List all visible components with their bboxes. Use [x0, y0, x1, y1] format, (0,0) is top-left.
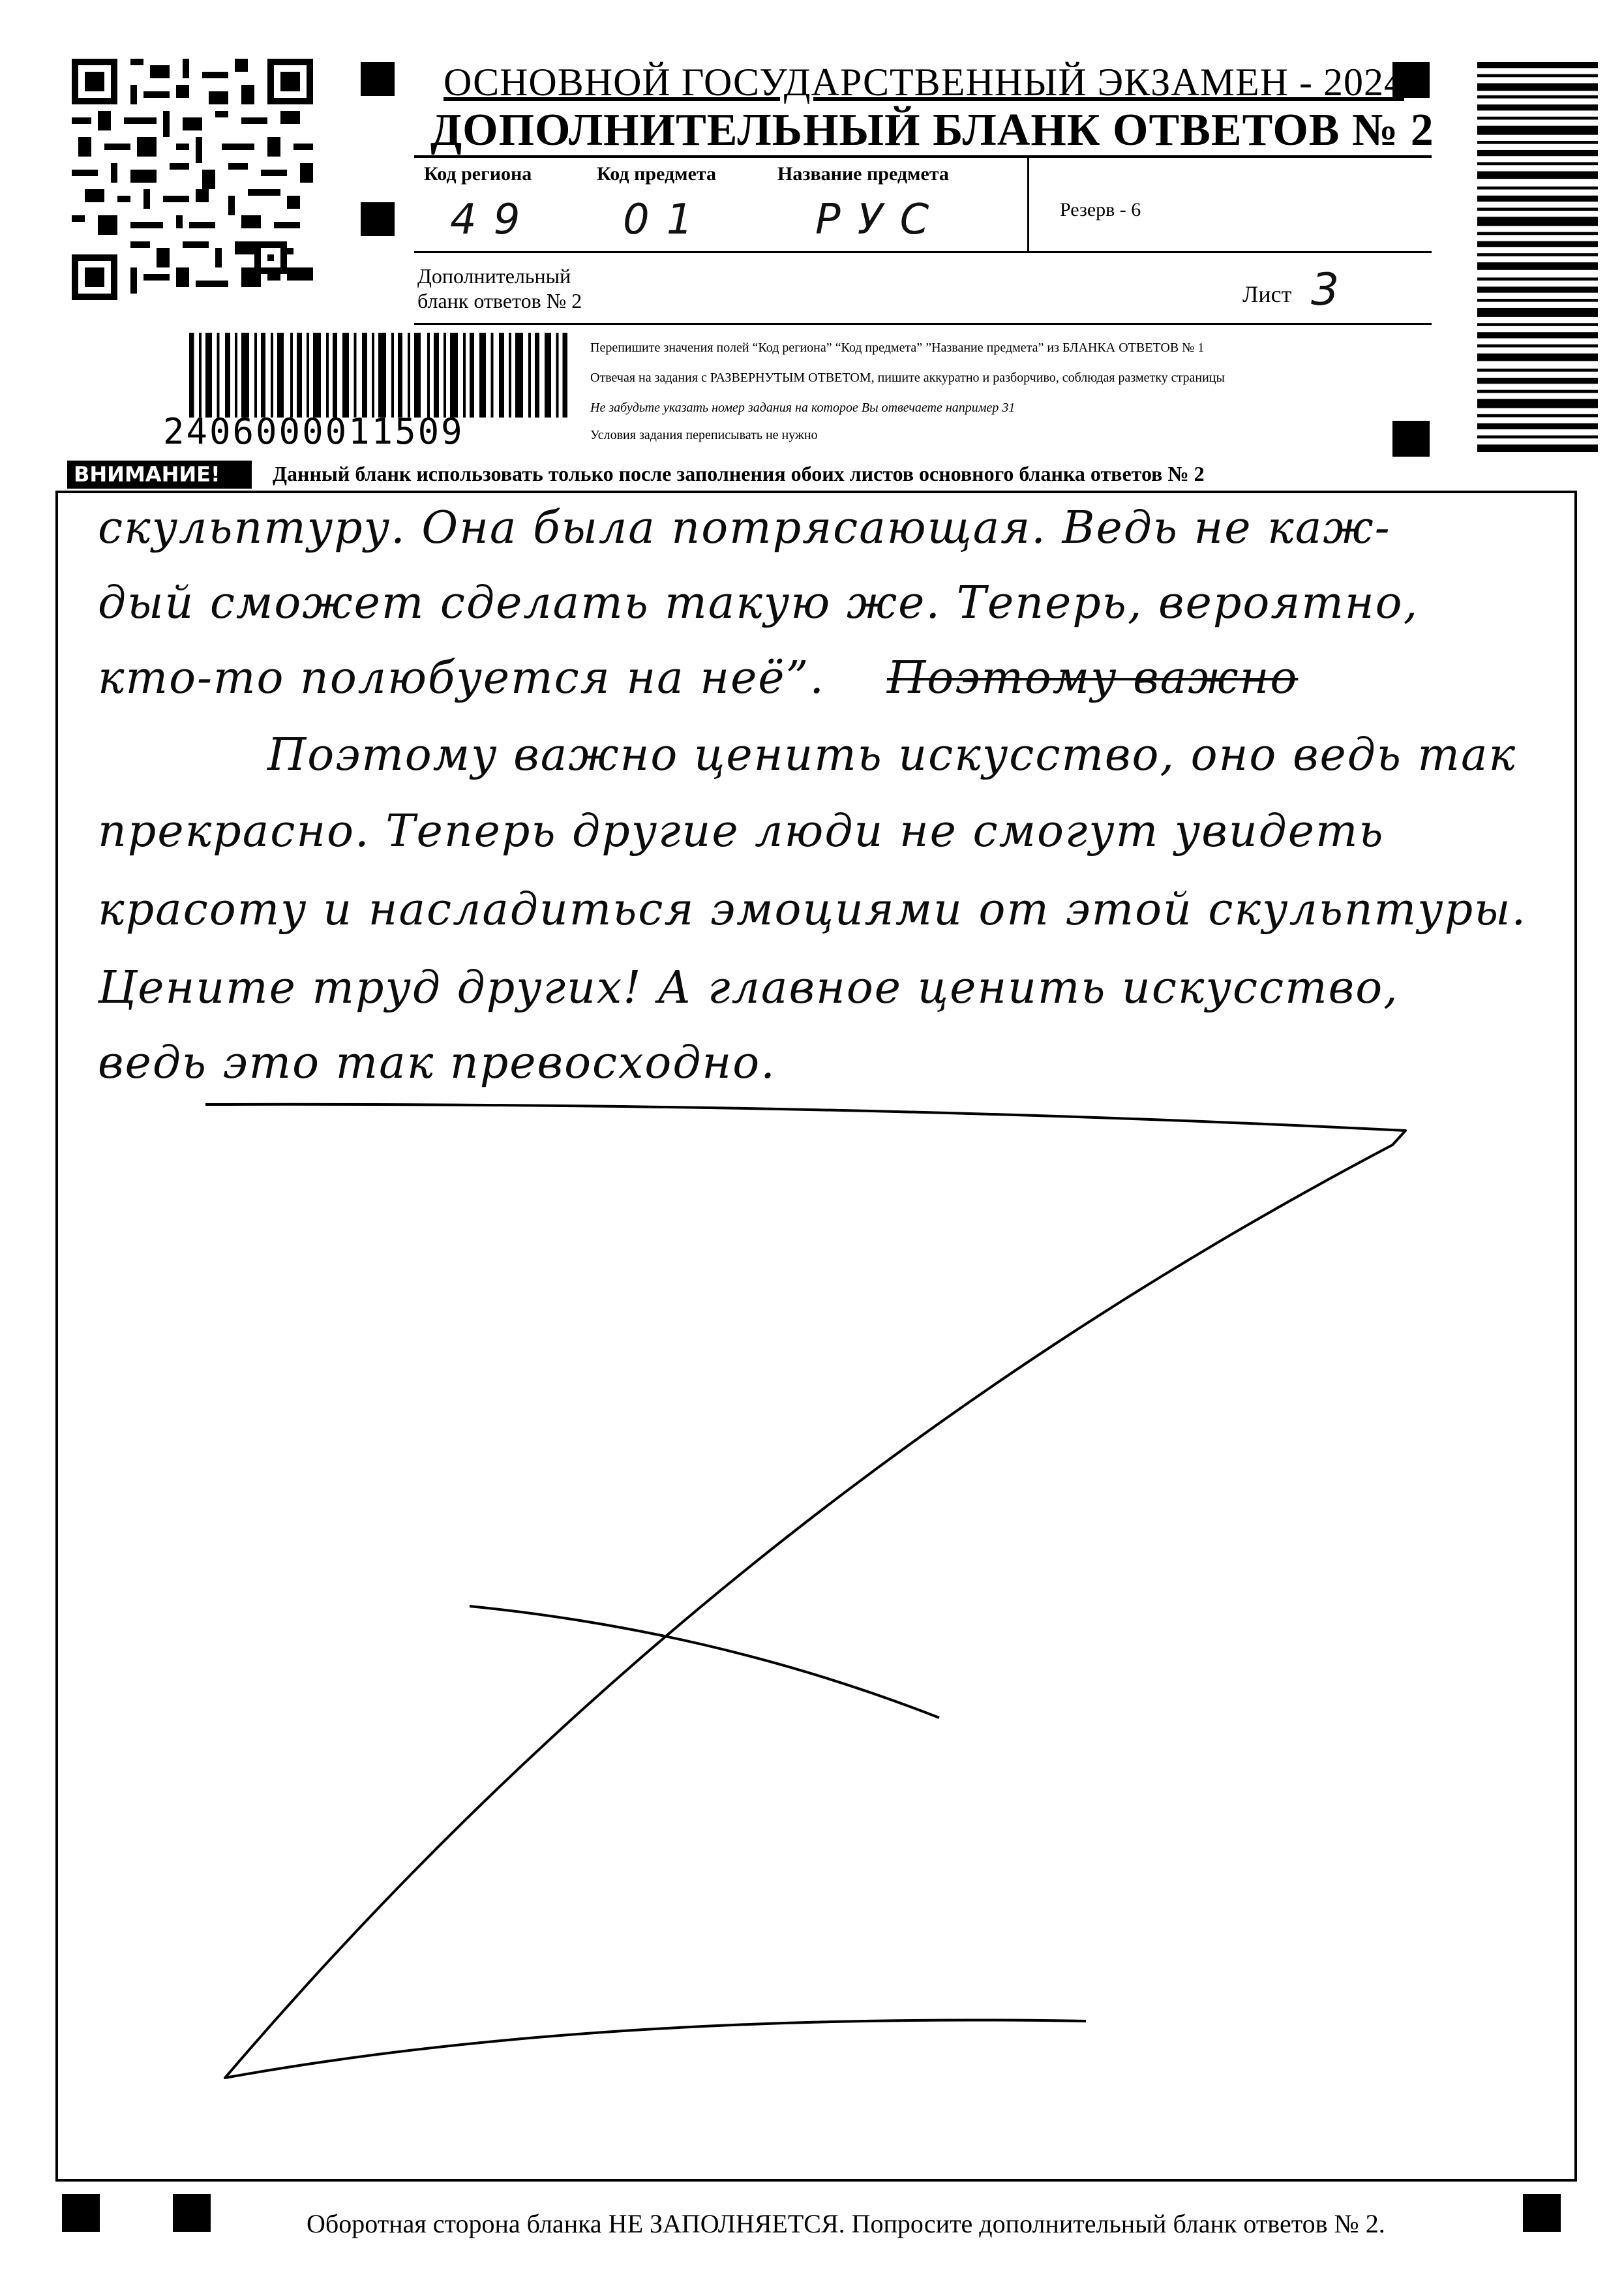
exam-title: ОСНОВНОЙ ГОСУДАРСТВЕННЫЙ ЭКЗАМЕН - 2024 [444, 61, 1404, 104]
warning-text: Данный бланк использовать только после заполнения обоих листов основного бланка ответов № 2 [273, 462, 1205, 485]
instruction-4: Условия задания переписывать не нужно [590, 428, 818, 442]
subject-name-label: Название предмета [777, 163, 949, 185]
instruction-2: Отвечая на задания с РАЗВЕРНУТЫМ ОТВЕТОМ, пишите аккуратно и разборчиво, соблюдая разметку страницы [590, 371, 1225, 385]
sheet-label: Лист [1242, 281, 1292, 307]
warning-badge: ВНИМАНИЕ! [67, 461, 252, 489]
answer-line-1: скульптуру. Она была потрясающая. Ведь не каж- [98, 502, 1391, 554]
subject-code-value: 01 [623, 196, 710, 244]
reserve-label: Резерв - 6 [1060, 199, 1141, 221]
form-name-line1: Дополнительный [417, 264, 571, 288]
sheet-value: 3 [1311, 264, 1357, 316]
region-code-label: Код региона [424, 163, 532, 185]
subject-name-value: РУС [815, 196, 946, 244]
footer-note: Оборотная сторона бланка НЕ ЗАПОЛНЯЕТСЯ. Попросите дополнительный бланк ответов № 2. [307, 2209, 1385, 2238]
answer-line-8: ведь это так превосходно. [98, 1037, 776, 1089]
struck-text: Поэтому важно [887, 652, 1299, 704]
form-title: ДОПОЛНИТЕЛЬНЫЙ БЛАНК ОТВЕТОВ № 2 [430, 105, 1434, 155]
instruction-3: Не забудьте указать номер задания на которое Вы отвечаете например 31 [590, 401, 1015, 415]
subject-code-label: Код предмета [597, 163, 716, 185]
answer-line-7: Цените труд других! А главное ценить искусство, [98, 962, 1399, 1014]
barcode-number: 2406000011509 [163, 411, 464, 452]
answer-line-4: Поэтому важно ценить искусство, оно ведь так [267, 729, 1517, 781]
answer-line-6: красоту и насладиться эмоциями от этой скульптуры. [98, 884, 1527, 936]
answer-line-5: прекрасно. Теперь другие люди не смогут увидеть [98, 806, 1385, 857]
form-name-line2: бланк ответов № 2 [417, 289, 582, 312]
region-code-value: 49 [450, 196, 537, 244]
answer-line-2: дый сможет сделать такую же. Теперь, вероятно, [98, 577, 1419, 629]
answer-line-3: кто-то полюбуется на неё”. [98, 652, 825, 704]
instruction-1: Перепишите значения полей “Код региона” “Код предмета” ”Название предмета” из БЛАНКА ОТВЕТОВ № 1 [590, 341, 1205, 355]
